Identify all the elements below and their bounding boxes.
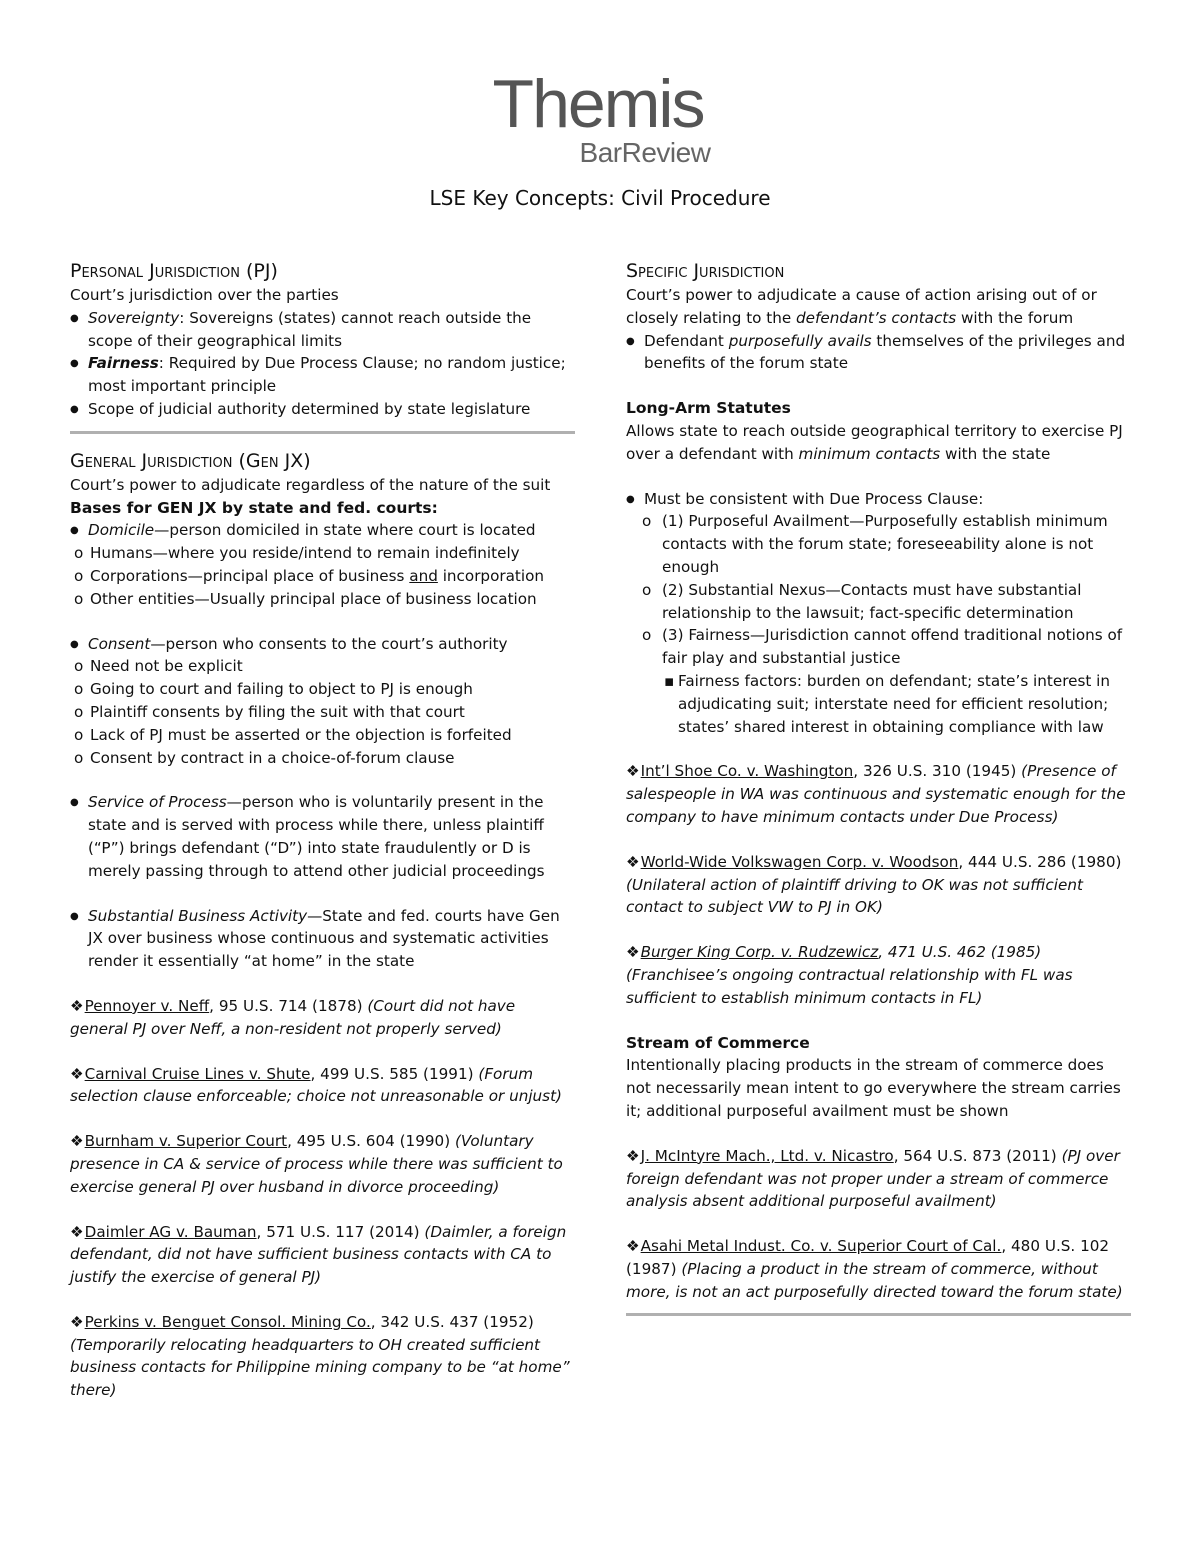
list-item: ● Substantial Business Activity—State and fed. courts have Gen JX over business whose continuous and systematic activities render it essentially “at home” in the state: [88, 905, 575, 973]
list-item: ▪ Fairness factors: burden on defendant; state’s interest in adjudicating suit; interstate need for efficient resolution; states’ shared interest in obtaining compliance with law: [678, 670, 1131, 738]
gen-jx-heading: General Jurisdiction (Gen JX): [70, 449, 311, 472]
case-world-wide-vw: ❖World-Wide Volkswagen Corp. v. Woodson, 444 U.S. 286 (1980) (Unilateral action of plaintiff driving to OK was not sufficient contact to subject VW to PJ in OK): [626, 852, 1122, 917]
diamond-icon: ❖: [626, 852, 640, 871]
sub-list: [626, 510, 1131, 738]
gen-jx-bullets: [70, 519, 575, 610]
stream-heading: Stream of Commerce: [626, 1033, 810, 1052]
pj-description: Court’s jurisdiction over the parties: [70, 286, 339, 304]
long-arm-description: Allows state to reach outside geographical territory to exercise PJ over a defendant with minimum contacts with the state: [626, 421, 1123, 463]
diamond-icon: ❖: [626, 943, 640, 962]
logo-subtitle: BarReview: [579, 137, 711, 168]
list-item: o Consent by contract in a choice-of-forum clause: [90, 747, 575, 770]
diamond-icon: ❖: [70, 1132, 84, 1151]
list-item: o Corporations—principal place of business and incorporation: [90, 565, 575, 588]
gen-jx-description: Court’s power to adjudicate regardless of the nature of the suit: [70, 475, 551, 494]
document-title: LSE Key Concepts: Civil Procedure: [429, 186, 771, 210]
case-intl-shoe: ❖Int’l Shoe Co. v. Washington, 326 U.S. 310 (1945) (Presence of salespeople in WA was continuous and systematic enough for the company to have minimum contacts under Due Process): [626, 762, 1126, 826]
list-item: ● Fairness: Required by Due Process Clause; no random justice; most important principle: [88, 352, 575, 398]
case-daimler: ❖Daimler AG v. Bauman, 571 U.S. 117 (2014) (Daimler, a foreign defendant, did not have sufficient business contacts with CA to justify the exercise of general PJ): [70, 1222, 567, 1287]
divider: [70, 431, 575, 434]
case-burger-king: ❖Burger King Corp. v. Rudzewicz, 471 U.S. 462 (1985) (Franchisee’s ongoing contractual relationship with FL was sufficient to establish minimum contacts in FL): [626, 943, 1073, 1007]
pj-heading: Personal Jurisdiction (PJ): [70, 260, 278, 282]
list-item: o Humans—where you reside/intend to remain indefinitely: [90, 542, 575, 565]
list-item: ● Must be consistent with Due Process Clause: o (1) Purposeful Availment—Purposefully establish minimum contacts with the forum state; foreseeability alone is not enough o (2) Substantial Nexus—Contacts must have substantial relationship to the lawsuit; fact-specific determination o (3) Fairness—Jurisdiction cannot offend traditional notions of fair play and substantial justice ▪ Fairness factors: burden on defendant; state’s interest in adjudicating suit; interstate need for efficient resolution; states’ shared interest in obtaining compliance with law: [644, 488, 1131, 739]
diamond-icon: ❖: [70, 1222, 84, 1241]
diamond-icon: ❖: [70, 996, 84, 1015]
right-column: [626, 258, 1131, 1330]
list-item: ● Domicile—person domiciled in state where court is located o Humans—where you reside/intend to remain indefinitely o Corporations—principal place of business and incorporation o Other entities—Usually principal place of business location: [88, 519, 575, 610]
case-burnham: ❖Burnham v. Superior Court, 495 U.S. 604 (1990) (Voluntary presence in CA & service of process while there was sufficient to exercise general PJ over husband in divorce proceeding): [70, 1132, 563, 1196]
specific-jx-description: Court’s power to adjudicate a cause of action arising out of or closely relating to the defendant’s contacts with the forum: [626, 286, 1097, 327]
list-item: o Going to court and failing to object to PJ is enough: [90, 678, 575, 701]
specific-jx-heading: Specific Jurisdiction: [626, 260, 785, 282]
list-item: o (3) Fairness—Jurisdiction cannot offend traditional notions of fair play and substantial justice ▪ Fairness factors: burden on defendant; state’s interest in adjudicating suit; interstate need for efficient resolution; states’ shared interest in obtaining compliance with law: [662, 624, 1131, 738]
gen-jx-bases: Bases for GEN JX by state and fed. courts:: [70, 498, 438, 517]
list-item: ● Defendant purposefully avails themselves of the privileges and benefits of the forum state: [644, 330, 1131, 376]
diamond-icon: ❖: [70, 1312, 84, 1331]
case-carnival: ❖Carnival Cruise Lines v. Shute, 499 U.S. 585 (1991) (Forum selection clause enforceable; choice not unreasonable or unjust): [70, 1064, 562, 1106]
list-item: o Lack of PJ must be asserted or the objection is forfeited: [90, 724, 575, 747]
diamond-icon: ❖: [626, 1146, 640, 1165]
list-item: o Other entities—Usually principal place of business location: [90, 588, 575, 611]
case-mcintyre: ❖J. McIntyre Mach., Ltd. v. Nicastro, 564 U.S. 873 (2011) (PJ over foreign defendant was not proper under a stream of commerce analysis absent additional purposeful availment): [626, 1146, 1120, 1211]
case-perkins: ❖Perkins v. Benguet Consol. Mining Co., 342 U.S. 437 (1952) (Temporarily relocating headquarters to OH created sufficient business contacts for Philippine mining company to be “at home” there): [70, 1312, 570, 1400]
diamond-icon: ❖: [70, 1064, 84, 1083]
sub-list: [70, 655, 575, 769]
themis-logo: [0, 66, 1200, 168]
list-item: ● Sovereignty: Sovereigns (states) cannot reach outside the scope of their geographical limits: [88, 307, 575, 353]
list-item: o Plaintiff consents by filing the suit with that court: [90, 701, 575, 724]
sub-list: [70, 542, 575, 610]
list-item: ● Consent—person who consents to the court’s authority o Need not be explicit o Going to court and failing to object to PJ is enough o Plaintiff consents by filing the suit with that court o Lack of PJ must be asserted or the objection is forfeited o Consent by contract in a choice-of-forum clause: [88, 633, 575, 770]
pj-bullets: [70, 307, 575, 421]
long-arm-heading: Long-Arm Statutes: [626, 399, 791, 418]
list-item: ● Service of Process—person who is voluntarily present in the state and is served with process while there, unless plaintiff (“P”) brings defendant (“D”) into state fraudulently or D is merely passing through to attend other judicial proceedings: [88, 791, 575, 882]
sub-sub-list: [662, 670, 1131, 738]
case-pennoyer: ❖Pennoyer v. Neff, 95 U.S. 714 (1878) (Court did not have general PJ over Neff, a non-resident not properly served): [70, 996, 516, 1038]
diamond-icon: ❖: [626, 762, 640, 781]
case-asahi: ❖Asahi Metal Indust. Co. v. Superior Court of Cal., 480 U.S. 102 (1987) (Placing a product in the stream of commerce, without more, is not an act purposefully directed toward the forum state): [626, 1237, 1123, 1301]
list-item: o (1) Purposeful Availment—Purposefully establish minimum contacts with the forum state; foreseeability alone is not enough: [662, 510, 1131, 578]
list-item: o Need not be explicit: [90, 655, 575, 678]
logo-wordmark: Themis: [492, 66, 704, 142]
divider: [626, 1313, 1131, 1316]
list-item: o (2) Substantial Nexus—Contacts must have substantial relationship to the lawsuit; fact-specific determination: [662, 579, 1131, 625]
diamond-icon: ❖: [626, 1237, 640, 1256]
left-column: [70, 258, 575, 1402]
stream-description: Intentionally placing products in the stream of commerce does not necessarily mean intent to go everywhere the stream carries it; additional purposeful availment must be shown: [626, 1056, 1121, 1120]
list-item: ● Scope of judicial authority determined by state legislature: [88, 398, 575, 421]
